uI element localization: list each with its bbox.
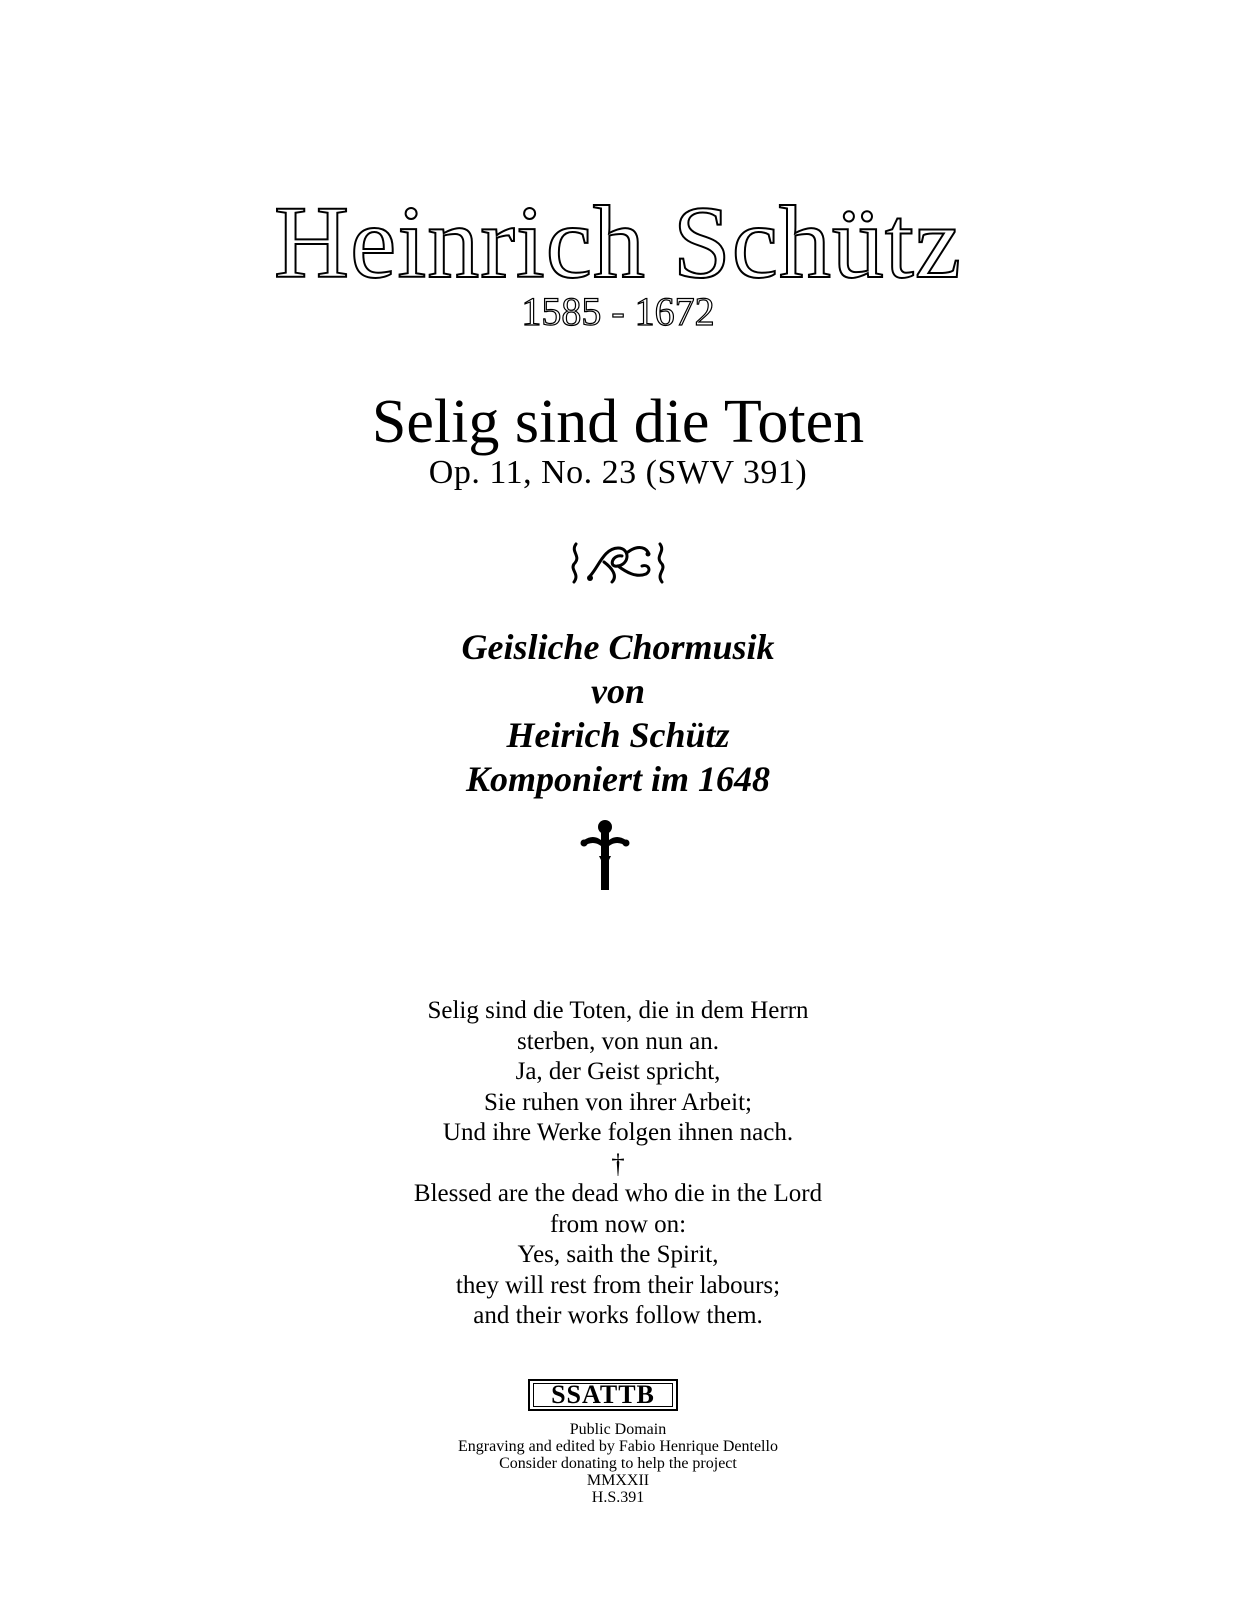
lyric-separator-dagger: † bbox=[611, 1148, 625, 1179]
fraktur-dedication bbox=[0, 625, 1236, 801]
credit-line: H.S.391 bbox=[591, 1489, 645, 1506]
lyric-line-english: they will rest from their labours; bbox=[455, 1271, 781, 1299]
work-subtitle: Op. 11, No. 23 (SWV 391) bbox=[428, 454, 808, 491]
lyric-line-english: and their works follow them. bbox=[473, 1302, 763, 1329]
lyric-line-german: Ja, der Geist spricht, bbox=[515, 1058, 721, 1085]
composer-dates: 1585 - 1672 bbox=[521, 289, 715, 334]
composer-name: Heinrich Schütz bbox=[274, 185, 962, 300]
credit-line: Public Domain bbox=[569, 1421, 667, 1438]
fleuron-ornament-icon bbox=[568, 538, 668, 586]
cross-icon bbox=[580, 818, 630, 892]
voicing-badge-inner-border bbox=[533, 1383, 673, 1407]
voicing-label: SSATTB bbox=[551, 1380, 655, 1409]
lyric-line-english: Yes, saith the Spirit, bbox=[517, 1241, 719, 1268]
credit-line: Engraving and edited by Fabio Henrique Dentello bbox=[458, 1438, 778, 1455]
credit-line: MMXXII bbox=[586, 1472, 650, 1489]
lyric-line-english: Blessed are the dead who die in the Lord bbox=[413, 1180, 823, 1207]
work-title: Selig sind die Toten bbox=[371, 388, 865, 456]
fraktur-line: Heirich Schütz bbox=[506, 715, 730, 755]
lyric-line-german: Sie ruhen von ihrer Arbeit; bbox=[484, 1088, 752, 1116]
voicing-badge bbox=[528, 1379, 678, 1411]
credits-block bbox=[0, 1421, 1236, 1506]
credit-line: Consider donating to help the project bbox=[499, 1455, 737, 1472]
fraktur-line: von bbox=[591, 671, 645, 711]
lyric-line-german: Und ihre Werke folgen ihnen nach. bbox=[442, 1119, 794, 1146]
fraktur-line: Geisliche Chormusik bbox=[461, 627, 775, 667]
lyric-line-german: Selig sind die Toten, die in dem Herrn bbox=[427, 997, 809, 1024]
fraktur-line: Komponiert im 1648 bbox=[465, 759, 771, 799]
lyric-line-german: sterben, von nun an. bbox=[516, 1027, 720, 1055]
lyrics-block bbox=[0, 996, 1236, 1332]
lyric-line-english: from now on: bbox=[549, 1210, 687, 1238]
